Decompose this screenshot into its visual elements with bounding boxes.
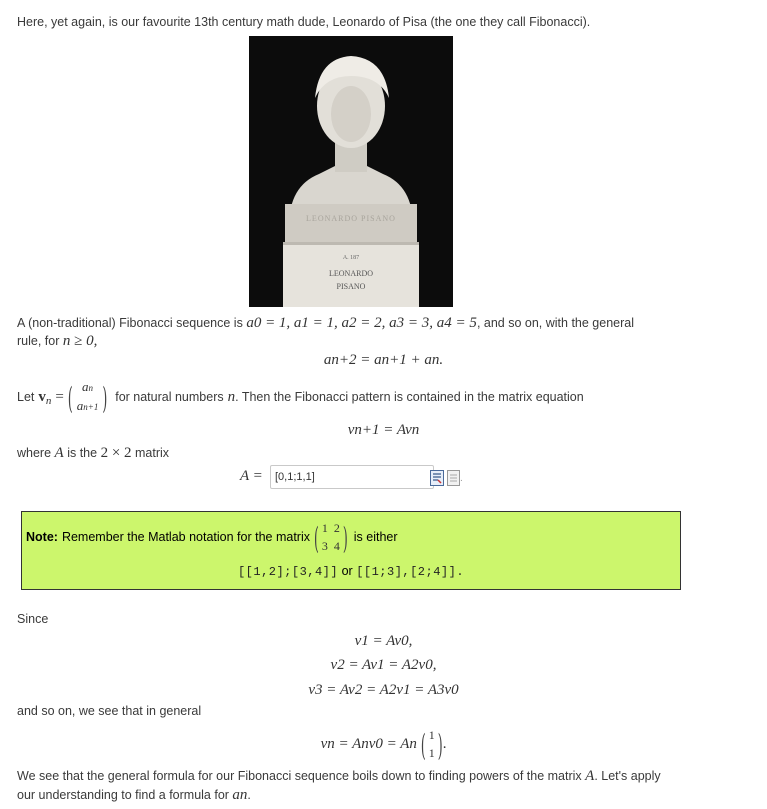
trailing-dot: . <box>460 473 463 484</box>
note-label: Note: <box>26 530 58 544</box>
sequence-terms: a0 = 1, a1 = 1, a2 = 2, a3 = 3, a4 = 5 <box>246 315 477 331</box>
condition: n ≥ 0, <box>62 333 98 349</box>
example-matrix: 1 2 3 4 <box>321 521 340 553</box>
fibonacci-bust-image <box>249 36 453 307</box>
matlab-option-2: [[1;3],[2;4]] <box>356 565 457 579</box>
plaque-line-2: LEONARDO <box>329 269 373 278</box>
let-paragraph: Let v n = ( an an+1 ) for natural numbers n . Then the Fibonacci pattern is contained in the matrix equation <box>17 379 584 415</box>
plaque-line-3: PISANO <box>336 282 366 291</box>
general-equation: vn = Anv0 = An ( 1 1 ) . <box>320 726 447 762</box>
preview-icon[interactable] <box>430 470 444 486</box>
note-line-2: [[1,2];[3,4]] or [[1;3],[2;4]]. <box>237 564 465 579</box>
general-paragraph: and so on, we see that in general <box>17 704 202 718</box>
matrix-answer-input[interactable] <box>270 465 434 489</box>
plaque-line-1: A. 187 <box>342 255 360 261</box>
help-icon[interactable] <box>447 470 460 486</box>
matlab-option-1: [[1,2];[3,4]] <box>237 565 339 579</box>
vector-vn: an an+1 <box>76 379 99 413</box>
recurrence-equation: an+2 = an+1 + an. <box>323 352 444 368</box>
sequence-paragraph: A (non-traditional) Fibonacci sequence is a0 = 1, a1 = 1, a2 = 2, a3 = 3, a4 = 5, and so on, with the general rule, for n ≥ 0, <box>17 315 634 349</box>
where-paragraph: where A is the 2 × 2 matrix <box>17 445 170 461</box>
since-text: Since <box>17 612 49 626</box>
since-equation-2: v2 = Av1 = A2v0, <box>330 657 437 673</box>
matrix-equation: vn+1 = Avn <box>347 422 420 438</box>
since-equation-3: v3 = Av2 = A2v1 = A3v0 <box>308 682 459 698</box>
since-equation-1: v1 = Av0, <box>354 633 413 649</box>
answer-label: A = <box>240 468 263 484</box>
intro-text: Here, yet again, is our favourite 13th century math dude, Leonardo of Pisa (the one they call Fibonacci). <box>17 15 591 29</box>
final-paragraph: We see that the general formula for our Fibonacci sequence boils down to finding powers of the matrix A. Let's apply our understanding to find a formula for an. <box>17 768 661 803</box>
carved-text: LEONARDO PISANO <box>306 214 396 223</box>
note-line-1: Note: Remember the Matlab notation for the matrix ( 1 2 3 4 ) is either <box>26 519 398 555</box>
matlab-note-box <box>21 511 681 590</box>
